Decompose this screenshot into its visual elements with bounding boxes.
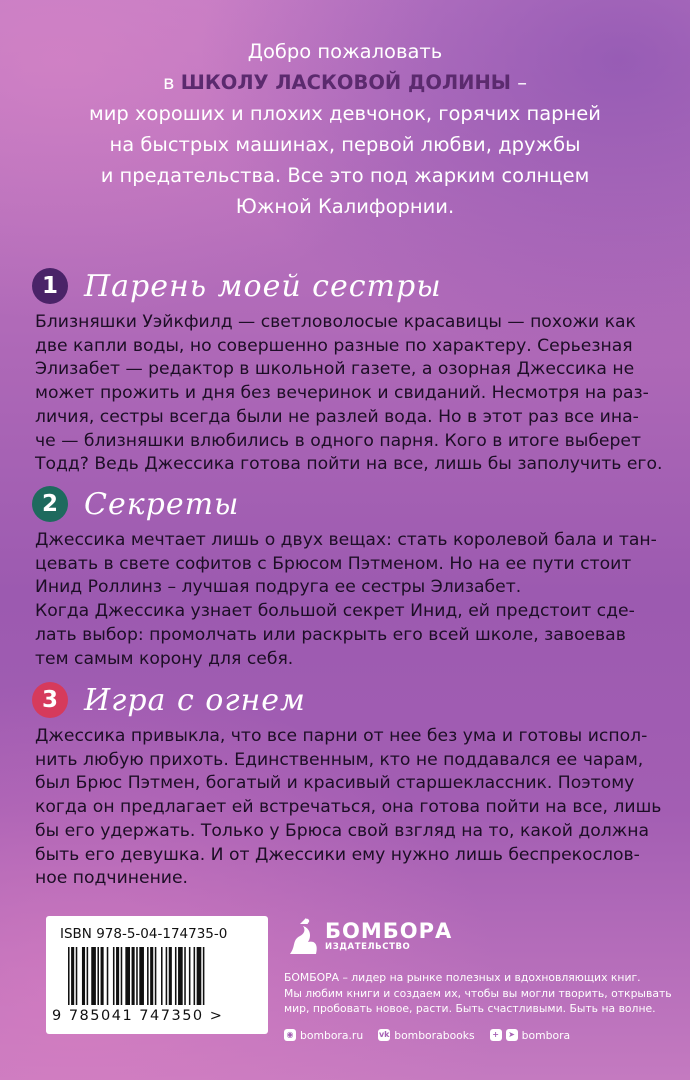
- description-line: лать выбор: промолчать или раскрыть его всей школе, завоевав: [35, 624, 626, 645]
- barcode-bar: [189, 947, 191, 1005]
- book-title: Парень моей сестры: [84, 268, 442, 304]
- book-3: [32, 680, 664, 891]
- barcode-bar: [68, 947, 70, 1005]
- barcode-digits: 9 785041 747350 >: [52, 1008, 224, 1024]
- book-number-badge: 1: [32, 268, 68, 304]
- vk-link[interactable]: [378, 1029, 474, 1042]
- description-line: быть его девушка. И от Джессики ему нужно лишь беспрекослов-: [35, 844, 640, 865]
- book-description: [35, 725, 664, 891]
- isbn-number: ISBN 978-5-04-174735-0: [60, 926, 228, 942]
- vk-text: bomborabooks: [394, 1028, 475, 1042]
- barcode-bar: [107, 947, 109, 1005]
- book-description: [35, 529, 664, 671]
- telegram-icon: ➤: [506, 1029, 518, 1041]
- telegram-text: bombora: [521, 1028, 571, 1042]
- barcode-bar: [155, 947, 157, 1005]
- barcode-bar: [91, 947, 96, 1005]
- barcode-bar: [150, 947, 153, 1005]
- book-2-header: [32, 484, 664, 524]
- barcode-bar: [121, 947, 123, 1005]
- barcode-label: [46, 916, 268, 1034]
- barcode-bar: [169, 947, 172, 1005]
- book-description: [35, 311, 664, 477]
- description-line: был Брюс Пэтмен, богатый и красивый старшеклассник. Поэтому: [35, 773, 635, 794]
- description-line: личия, сестры всегда были не разлей вода. Но в этот раз все ина-: [35, 406, 639, 427]
- barcode-bar: [194, 947, 196, 1005]
- logo-text: [325, 920, 452, 952]
- telegram-link[interactable]: [490, 1029, 571, 1042]
- publisher-subtitle: ИЗДАТЕЛЬСТВО: [325, 942, 411, 952]
- barcode-bar: [125, 947, 130, 1005]
- book-2: [32, 484, 664, 671]
- publisher-desc-line: мир, пробовать новое, расти. Быть счастливыми. Быть на волне.: [284, 1002, 656, 1015]
- description-line: ное подчинение.: [35, 868, 189, 889]
- barcode-bar: [101, 947, 104, 1005]
- description-line: когда он предлагает ей встречаться, она готова пойти на все, лишь: [35, 797, 662, 818]
- description-line: тем самым корону для себя.: [35, 648, 294, 669]
- book-1: [32, 266, 664, 477]
- book-number-badge: 3: [32, 682, 68, 718]
- description-line: Элизабет — редактор в школьной газете, а озорная Джессика не: [35, 359, 635, 380]
- barcode-bar: [139, 947, 144, 1005]
- barcode-bar: [71, 947, 74, 1005]
- publisher-name: БОМБОРА: [325, 919, 453, 943]
- intro-line-6: Южной Калифорнии.: [235, 195, 455, 218]
- social-links: [284, 1029, 674, 1042]
- description-line: цевать в свете софитов с Брюсом Пэтменом. Но на ее пути стоит: [35, 553, 632, 574]
- intro-dash: –: [511, 71, 527, 94]
- barcode-bar: [147, 947, 149, 1005]
- publisher-desc-line: Мы любим книги и создаем их, чтобы вы могли творить, открывать: [284, 986, 672, 1000]
- description-line: Когда Джессика узнает большой секрет Инид, ей предстоит сде-: [35, 601, 635, 622]
- book-1-header: [32, 266, 664, 306]
- barcode-bar: [82, 947, 85, 1005]
- book-title: Игра с огнем: [84, 682, 306, 718]
- barcode-bar: [97, 947, 99, 1005]
- wave-surfer-logo-icon: [286, 916, 320, 956]
- intro-line-4: на быстрых машинах, первой любви, дружбы: [109, 133, 581, 156]
- plus-icon: +: [490, 1029, 502, 1041]
- barcode-bar: [116, 947, 119, 1005]
- barcode-bar: [87, 947, 89, 1005]
- barcode-bar: [175, 947, 177, 1005]
- barcode-bar: [178, 947, 183, 1005]
- intro-line-3: мир хороших и плохих девчонок, горячих парней: [89, 102, 601, 125]
- intro-prefix: в: [163, 71, 181, 94]
- barcode-bar: [132, 947, 135, 1005]
- book-title: Секреты: [84, 486, 240, 522]
- description-line: бы его удержать. Только у Брюса свой взгляд на то, какой должна: [35, 820, 650, 841]
- barcode-bar: [203, 947, 205, 1005]
- barcode-bars: [68, 947, 252, 1005]
- website-link[interactable]: [284, 1029, 363, 1042]
- series-name: ШКОЛУ ЛАСКОВОЙ ДОЛИНЫ: [180, 71, 512, 94]
- intro-line-2: [0, 67, 690, 98]
- description-line: Близняшки Уэйкфилд — светловолосые красавицы — похожи как: [35, 312, 636, 332]
- intro-line-5: и предательства. Все это под жарким солнцем: [100, 164, 590, 187]
- description-line: че — близняшки влюбились в одного парня. Кого в итоге выберет: [35, 430, 642, 451]
- intro-block: [0, 36, 690, 222]
- globe-icon: ◉: [284, 1029, 296, 1041]
- description-line: Инид Роллинз – лучшая подруга ее сестры Элизабет.: [35, 577, 522, 598]
- barcode-bar: [197, 947, 202, 1005]
- description-line: две капли воды, но совершенно разные по характеру. Серьезная: [35, 335, 633, 356]
- intro-line-1: Добро пожаловать: [247, 40, 443, 63]
- barcode-bar: [184, 947, 186, 1005]
- barcode-bar: [166, 947, 168, 1005]
- book-3-header: [32, 680, 664, 720]
- publisher-logo: [286, 916, 674, 956]
- vk-icon: vk: [378, 1030, 390, 1039]
- publisher-block: [284, 916, 674, 1042]
- website-text: bombora.ru: [300, 1028, 364, 1042]
- description-line: нить любую прихоть. Единственным, кто не поддавался ее чарам,: [35, 749, 644, 770]
- publisher-desc-line: БОМБОРА – лидер на рынке полезных и вдохновляющих книг.: [284, 971, 641, 984]
- barcode-bar: [113, 947, 115, 1005]
- description-line: может прожить и дня без вечеринок и свиданий. Несмотря на раз-: [35, 383, 649, 404]
- description-line: Джессика привыкла, что все парни от нее без ума и готовы испол-: [35, 726, 648, 746]
- barcode-bar: [76, 947, 78, 1005]
- book-number-badge: 2: [32, 486, 68, 522]
- publisher-description: [284, 970, 674, 1017]
- description-line: Тодд? Ведь Джессика готова пойти на все, лишь бы заполучить его.: [35, 454, 663, 475]
- description-line: Джессика мечтает лишь о двух вещах: стать королевой бала и тан-: [35, 530, 657, 550]
- barcode-bar: [161, 947, 163, 1005]
- barcode-bar: [136, 947, 138, 1005]
